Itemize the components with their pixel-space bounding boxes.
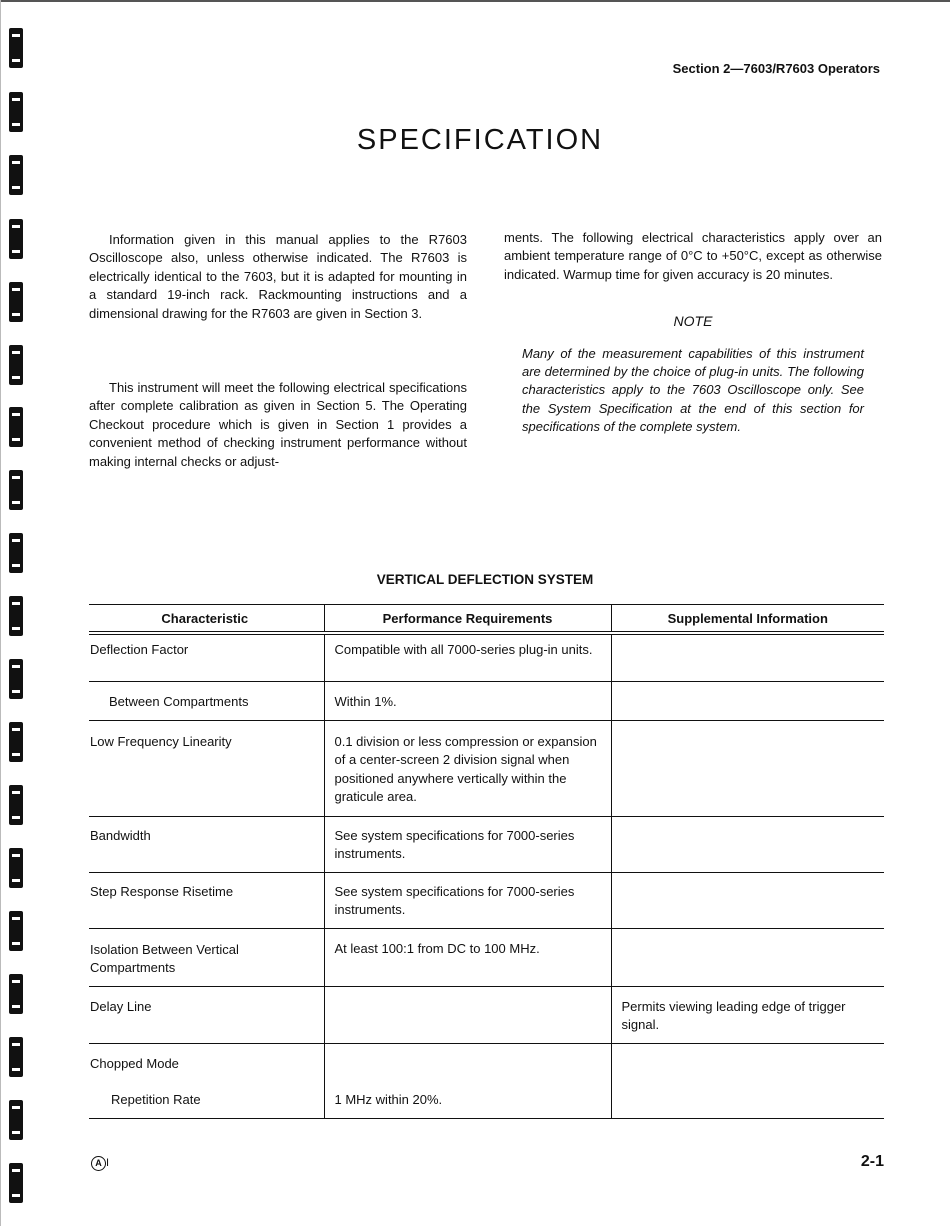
characteristic-cell: Low Frequency Linearity xyxy=(89,720,324,816)
performance-sublabel: 1 MHz within 20%. xyxy=(334,1091,443,1107)
intro-paragraph: ments. The following electrical characteristics apply over an ambient temperature range of 0°C to +50°C, except as otherwise indicated. Warmup time for given accuracy is 20 minutes. xyxy=(504,230,882,282)
supplemental-cell: Permits viewing leading edge of trigger signal. xyxy=(611,986,884,1043)
performance-cell: 0.1 division or less compression or expansion of a center-screen 2 division signal when positioned anywhere vertically within the graticule area. xyxy=(324,720,611,816)
binding-mark xyxy=(9,785,23,825)
binding-mark xyxy=(9,470,23,510)
table-row xyxy=(89,720,884,816)
binding-mark xyxy=(9,1037,23,1077)
binding-mark xyxy=(9,974,23,1014)
supplemental-cell xyxy=(611,682,884,721)
page-title: SPECIFICATION xyxy=(356,124,604,156)
characteristic-cell: Delay Line xyxy=(89,986,324,1043)
binding-mark xyxy=(9,282,23,322)
intro-paragraph: This instrument will meet the following electrical specifications after complete calibration as given in Section 5. The Operating Checkout procedure which is given in Section 1 provides a convenient method of checking instrument performance without making internal checks or adjust- xyxy=(89,380,467,469)
performance-label xyxy=(335,1055,603,1073)
performance-cell: See system specifications for 7000-series instruments. xyxy=(324,872,611,928)
table-header-row xyxy=(89,605,884,633)
note-body: Many of the measurement capabilities of this instrument are determined by the choice of plug-in units. The following characteristics apply to the 7603 Oscilloscope only. See the System Specification at the end of this section for specifications of the complete system. xyxy=(522,345,864,435)
characteristic-cell: Deflection Factor xyxy=(89,633,324,682)
characteristic-cell: Between Compartments xyxy=(89,682,324,721)
intro-right-column xyxy=(504,229,882,437)
binding-mark xyxy=(9,219,23,259)
supplemental-cell xyxy=(611,1043,884,1118)
binding-mark xyxy=(9,345,23,385)
column-header-performance: Performance Requirements xyxy=(324,605,611,633)
performance-cell: Within 1%. xyxy=(324,682,611,721)
table-row xyxy=(89,1043,884,1118)
characteristic-cell: Step Response Risetime xyxy=(89,872,324,928)
supplemental-cell xyxy=(611,872,884,928)
page-number: 2-1 xyxy=(860,1153,884,1170)
performance-cell xyxy=(324,986,611,1043)
intro-paragraph: Information given in this manual applies to the R7603 Oscilloscope also, unless otherwise indicated. The R7603 is electrically identical to the 7603, but it is adapted for mounting in a standard 19-inch rack. Rackmounting instructions and a dimensional drawing for the R7603 are given in Section 3. xyxy=(89,232,467,321)
column-header-supplemental: Supplemental Information xyxy=(611,605,884,633)
binding-mark xyxy=(9,1100,23,1140)
characteristic-sublabel: Repetition Rate xyxy=(111,1092,201,1107)
supplemental-cell xyxy=(611,720,884,816)
supplemental-cell xyxy=(611,816,884,872)
specification-table xyxy=(89,604,884,1119)
binding-mark xyxy=(9,848,23,888)
performance-cell: At least 100:1 from DC to 100 MHz. xyxy=(324,928,611,986)
column-header-characteristic: Characteristic xyxy=(89,605,324,633)
binding-mark xyxy=(9,533,23,573)
characteristic-cell: Bandwidth xyxy=(89,816,324,872)
running-head: Section 2—7603/R7603 Operators xyxy=(672,61,880,76)
intro-left-column xyxy=(89,231,467,471)
table-row xyxy=(89,928,884,986)
binding-mark xyxy=(9,1163,23,1203)
note-title: NOTE xyxy=(673,313,713,330)
revision-logo-suffix: I xyxy=(106,1157,110,1169)
performance-cell xyxy=(324,1043,611,1118)
table-row xyxy=(89,816,884,872)
binding-mark xyxy=(9,155,23,195)
binding-hole-marks xyxy=(9,0,23,1226)
table-row xyxy=(89,682,884,721)
characteristic-cell: Isolation Between Vertical Compartments xyxy=(89,928,324,986)
supplemental-cell xyxy=(611,633,884,682)
page-top-edge xyxy=(0,0,950,2)
table-heading: VERTICAL DEFLECTION SYSTEM xyxy=(376,572,594,587)
binding-mark xyxy=(9,28,23,68)
performance-cell: See system specifications for 7000-series instruments. xyxy=(324,816,611,872)
binding-mark xyxy=(9,596,23,636)
revision-logo-icon: A xyxy=(91,1156,106,1171)
performance-cell: Compatible with all 7000-series plug-in units. xyxy=(324,633,611,682)
characteristic-cell xyxy=(89,1043,324,1118)
footer-logo xyxy=(91,1156,109,1171)
binding-mark xyxy=(9,911,23,951)
table-row xyxy=(89,986,884,1043)
binding-mark xyxy=(9,407,23,447)
binding-mark xyxy=(9,659,23,699)
table-row xyxy=(89,633,884,682)
characteristic-label: Chopped Mode xyxy=(90,1055,179,1071)
supplemental-cell xyxy=(611,928,884,986)
page-left-edge xyxy=(0,0,1,1226)
binding-mark xyxy=(9,722,23,762)
table-row xyxy=(89,872,884,928)
